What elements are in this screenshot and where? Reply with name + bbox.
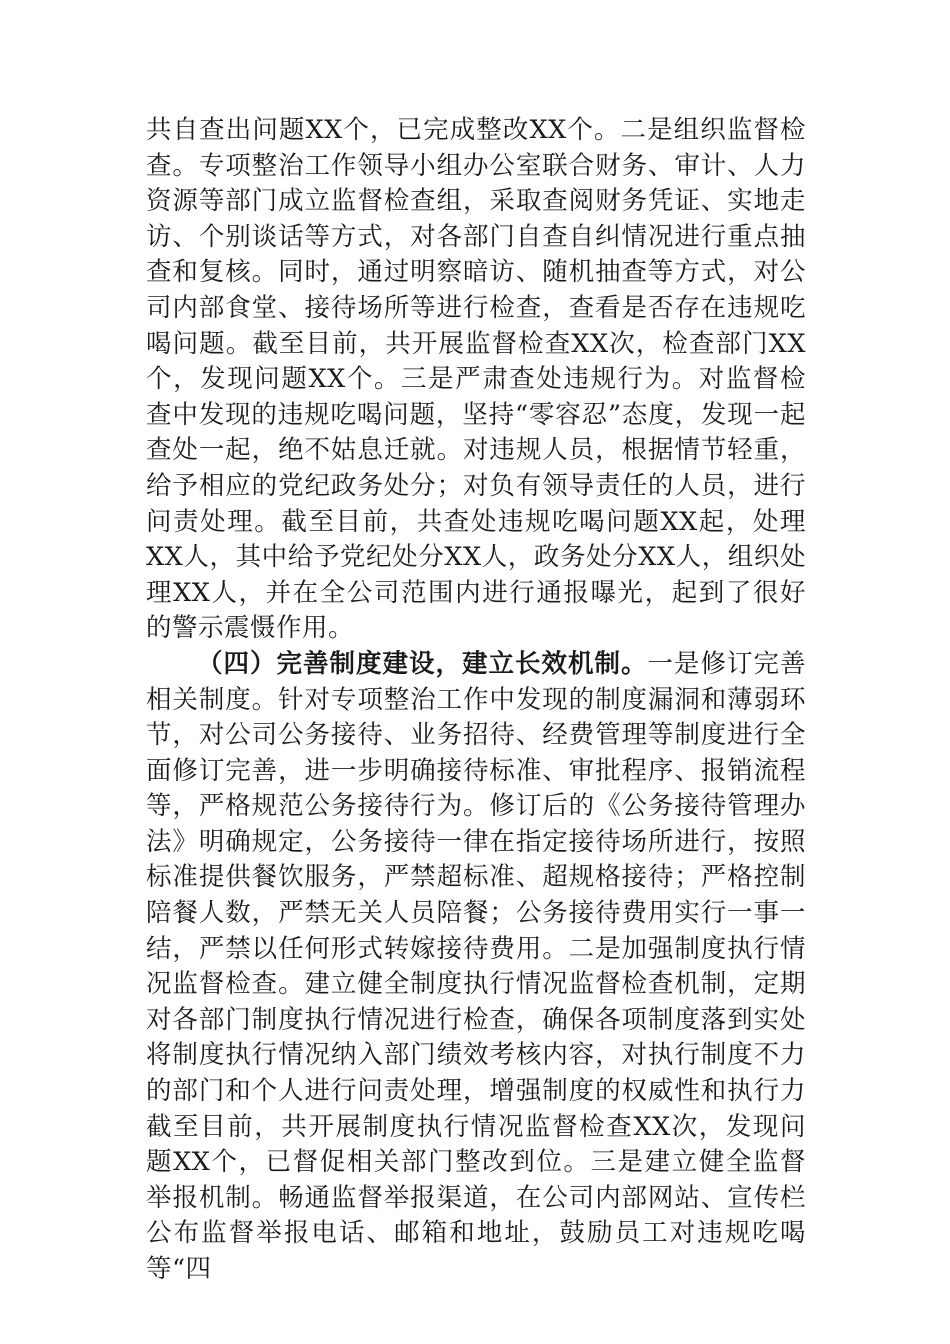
document-body — [146, 113, 806, 1288]
paragraph-text: 一是修订完善相关制度。针对专项整治工作中发现的制度漏洞和薄弱环节，对公司公务接待、业务招待、经费管理等制度进行全面修订完善，进一步明确接待标准、审批程序、报销流程等，严格规范公务接待行为。修订后的《公务接待管理办法》明确规定，公务接待一律在指定接待场所进行，按照标准提供餐饮服务，严禁超标准、超规格接待；严格控制陪餐人数，严禁无关人员陪餐；公务接待费用实行一事一结，严禁以任何形式转嫁接待费用。二是加强制度执行情况监督检查。建立健全制度执行情况监督检查机制，定期对各部门制度执行情况进行检查，确保各项制度落到实处将制度执行情况纳入部门绩效考核内容，对执行制度不力的部门和个人进行问责处理，增强制度的权威性和执行力截至目前，共开展制度执行情况监督检查XX次，发现问题XX个，已督促相关部门整改到位。三是建立健全监督举报机制。畅通监督举报渠道，在公司内部网站、宣传栏公布监督举报电话、邮箱和地址，鼓励员工对违规吃喝等“四 — [146, 648, 806, 1284]
paragraph-text: 共自查出问题XX个，已完成整改XX个。二是组织监督检查。专项整治工作领导小组办公室联合财务、审计、人力资源等部门成立监督检查组，采取查阅财务凭证、实地走访、个别谈话等方式，对各部门自查自纠情况进行重点抽查和复核。同时，通过明察暗访、随机抽查等方式，对公司内部食堂、接待场所等进行检查，查看是否存在违规吃喝问题。截至目前，共开展监督检查XX次，检查部门XX个，发现问题XX个。三是严肃查处违规行为。对监督检查中发现的违规吃喝问题，坚持“零容忍”态度，发现一起查处一起，绝不姑息迁就。对违规人员，根据情节轻重，给予相应的党纪政务处分；对负有领导责任的人员，进行问责处理。截至目前，共查处违规吃喝问题XX起，处理XX人，其中给予党纪处分XX人，政务处分XX人，组织处理XX人，并在全公司范围内进行通报曝光，起到了很好的警示震慑作用。 — [146, 115, 806, 644]
section-heading: （四）完善制度建设，建立长效机制。 — [197, 648, 648, 679]
paragraph-institution-building — [146, 647, 806, 1288]
paragraph-inspection — [146, 113, 806, 647]
